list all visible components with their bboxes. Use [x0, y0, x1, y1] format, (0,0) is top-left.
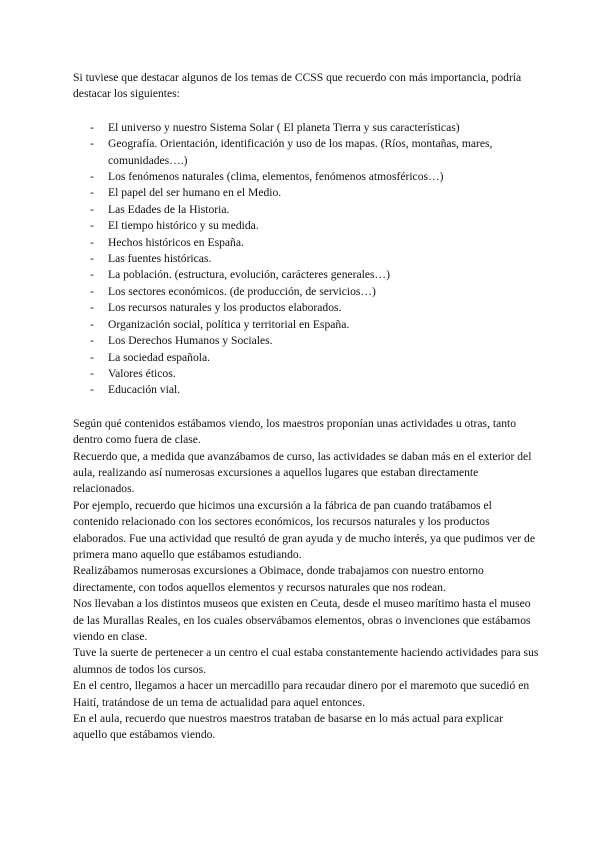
bullet-marker: - — [90, 317, 94, 331]
bullet-marker: - — [90, 137, 94, 151]
topic-text: Organización social, política y territorial en España. — [108, 317, 350, 331]
topic-item — [90, 136, 540, 169]
topics-list — [73, 120, 540, 399]
topic-text: Las Edades de la Historia. — [108, 202, 230, 216]
topic-item — [90, 317, 540, 333]
bullet-marker: - — [90, 334, 94, 348]
topic-item — [90, 267, 540, 283]
bullet-marker: - — [90, 235, 94, 249]
topic-text: El universo y nuestro Sistema Solar ( El planeta Tierra y sus características) — [108, 120, 460, 134]
bullet-marker: - — [90, 170, 94, 184]
bullet-marker: - — [90, 186, 94, 200]
topic-text: Las fuentes históricas. — [108, 252, 212, 266]
body-paragraph: En el centro, llegamos a hacer un mercadillo para recaudar dinero por el maremoto que sucedió en Haití, tratándose de un tema de actualidad para aquel entonces. — [73, 679, 530, 709]
topic-text: La sociedad española. — [108, 350, 211, 364]
body-paragraph: Por ejemplo, recuerdo que hicimos una excursión a la fábrica de pan cuando tratábamos el contenido relacionado con los sectores económicos, los recursos naturales y los productos elaborados. Fue una actividad que resultó de gran ayuda y de mucho interés, ya que pudimos ver de primera mano aquello que estábamos estudiando. — [73, 498, 535, 561]
topic-text: Educación vial. — [108, 383, 181, 397]
intro-paragraph: Si tuviese que destacar algunos de los temas de CCSS que recuerdo con más importancia, podría destacar los siguientes: — [73, 71, 522, 101]
topic-text: Los recursos naturales y los productos elaborados. — [108, 301, 342, 315]
topic-item — [90, 300, 540, 316]
topic-text: Los fenómenos naturales (clima, elementos, fenómenos atmosféricos…) — [108, 170, 444, 184]
topic-item — [90, 218, 540, 234]
topic-item — [90, 382, 540, 398]
body-paragraph: Nos llevaban a los distintos museos que existen en Ceuta, desde el museo marítimo hasta el museo de las Murallas Reales, en los cuales observábamos elementos, obras o invenciones que estábamos viendo en clase. — [73, 597, 531, 643]
topic-text: Valores éticos. — [108, 366, 176, 380]
topic-item — [90, 169, 540, 185]
bullet-marker: - — [90, 366, 94, 380]
body-paragraph: Según qué contenidos estábamos viendo, los maestros proponían unas actividades u otras, tanto dentro como fuera de clase. — [73, 416, 517, 447]
bullet-marker: - — [90, 120, 94, 134]
body-paragraph: En el aula, recuerdo que nuestros maestros trataban de basarse en lo más actual para explicar aquello que estábamos viendo. — [73, 712, 504, 742]
topic-text: El papel del ser humano en el Medio. — [108, 186, 282, 200]
topic-text: Geografía. Orientación, identificación y uso de los mapas. (Ríos, montañas, mares, comunidades….) — [108, 137, 493, 167]
topic-item — [90, 251, 540, 267]
topic-text: Los Derechos Humanos y Sociales. — [108, 334, 273, 348]
topic-item — [90, 366, 540, 382]
bullet-marker: - — [90, 268, 94, 282]
topic-text: La población. (estructura, evolución, carácteres generales…) — [108, 268, 390, 282]
topic-text: El tiempo histórico y su medida. — [108, 219, 259, 233]
topic-item — [90, 202, 540, 218]
body-paragraph: Tuve la suerte de pertenecer a un centro el cual estaba constantemente haciendo actividades para sus alumnos de todos los cursos. — [73, 646, 539, 676]
bullet-marker: - — [90, 202, 94, 216]
body-paragraph: Realizábamos numerosas excursiones a Obimace, donde trabajamos con nuestro entorno directamente, con todos aquellos elementos y recursos naturales que nos rodean. — [73, 564, 484, 594]
body-paragraphs — [73, 416, 540, 744]
bullet-marker: - — [90, 284, 94, 298]
bullet-marker: - — [90, 301, 94, 315]
topic-item — [90, 284, 540, 300]
topic-text: Hechos históricos en España. — [108, 235, 244, 249]
bullet-marker: - — [90, 350, 94, 364]
bullet-marker: - — [90, 383, 94, 397]
topic-item — [90, 235, 540, 251]
topic-item — [90, 333, 540, 349]
bullet-marker: - — [90, 252, 94, 266]
topic-item — [90, 120, 540, 136]
body-paragraph: Recuerdo que, a medida que avanzábamos de curso, las actividades se daban más en el exterior del aula, realizando así numerosas excursiones a aquellos lugares que estaban directamente relacionados. — [73, 449, 532, 496]
topic-text: Los sectores económicos. (de producción, de servicios…) — [108, 284, 376, 298]
bullet-marker: - — [90, 219, 94, 233]
topic-item — [90, 350, 540, 366]
topic-item — [90, 185, 540, 201]
